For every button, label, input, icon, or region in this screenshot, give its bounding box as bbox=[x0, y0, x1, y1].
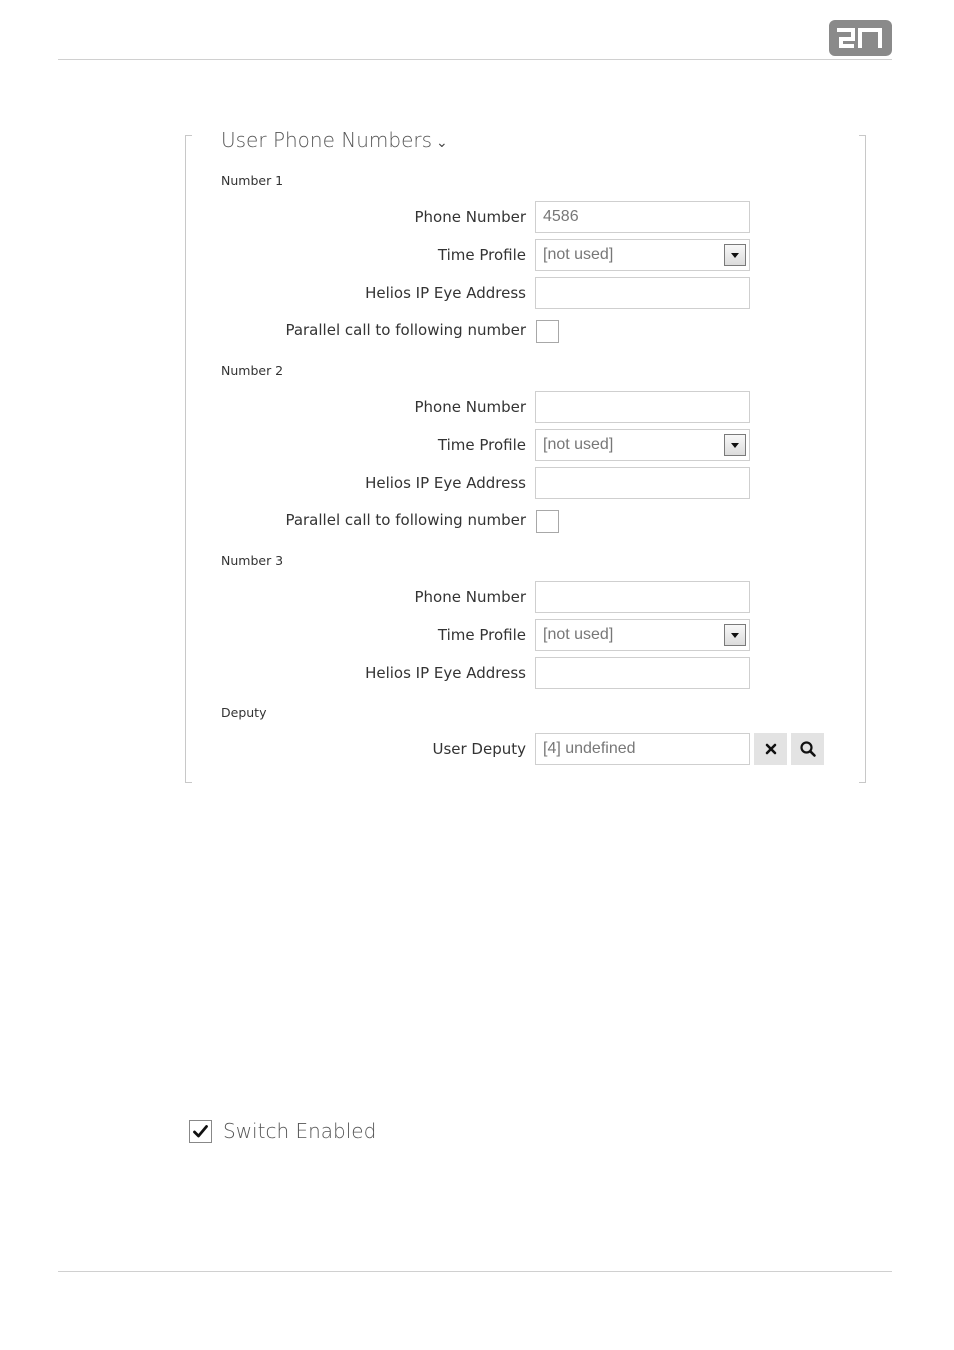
number-2-phone-input[interactable] bbox=[535, 391, 750, 423]
number-1-phone-label: Phone Number bbox=[414, 208, 526, 226]
brand-logo bbox=[829, 20, 892, 56]
header-divider bbox=[58, 59, 892, 60]
chevron-down-icon[interactable]: ⌄ bbox=[436, 135, 448, 151]
number-2-time-profile-select[interactable] bbox=[535, 429, 750, 461]
number-3-heading: Number 3 bbox=[221, 553, 284, 568]
number-1-heading: Number 1 bbox=[221, 173, 284, 188]
number-2-helios-label: Helios IP Eye Address bbox=[365, 474, 526, 492]
number-3-helios-input[interactable] bbox=[535, 657, 750, 689]
number-2-parallel-label: Parallel call to following number bbox=[285, 511, 526, 529]
number-2-time-profile-label: Time Profile bbox=[437, 436, 526, 454]
number-3-phone-label: Phone Number bbox=[414, 588, 526, 606]
number-3-time-profile-select[interactable] bbox=[535, 619, 750, 651]
number-1-phone-input[interactable] bbox=[535, 201, 750, 233]
number-1-time-profile-value: [not used] bbox=[543, 246, 614, 263]
number-1-helios-label: Helios IP Eye Address bbox=[365, 284, 526, 302]
number-3-phone-input[interactable] bbox=[535, 581, 750, 613]
clear-deputy-button[interactable] bbox=[754, 733, 787, 765]
user-deputy-label: User Deputy bbox=[432, 740, 526, 758]
number-2-parallel-checkbox[interactable] bbox=[536, 510, 559, 533]
switch-enabled-label: Switch Enabled bbox=[223, 1119, 377, 1143]
number-2-heading: Number 2 bbox=[221, 363, 284, 378]
number-1-parallel-label: Parallel call to following number bbox=[285, 321, 526, 339]
close-icon bbox=[764, 742, 778, 756]
checkmark-icon bbox=[190, 1121, 211, 1142]
search-deputy-button[interactable] bbox=[791, 733, 824, 765]
section-frame bbox=[185, 135, 866, 783]
dropdown-arrow-icon[interactable] bbox=[724, 624, 746, 646]
number-1-parallel-checkbox[interactable] bbox=[536, 320, 559, 343]
number-2-phone-label: Phone Number bbox=[414, 398, 526, 416]
dropdown-arrow-icon[interactable] bbox=[724, 434, 746, 456]
footer-divider bbox=[58, 1271, 892, 1272]
section-title[interactable] bbox=[221, 126, 448, 157]
number-2-time-profile-value: [not used] bbox=[543, 436, 614, 453]
user-deputy-input[interactable] bbox=[535, 733, 750, 765]
switch-enabled-checkbox[interactable] bbox=[189, 1120, 212, 1143]
number-1-helios-input[interactable] bbox=[535, 277, 750, 309]
number-1-time-profile-label: Time Profile bbox=[437, 246, 526, 264]
number-1-time-profile-select[interactable] bbox=[535, 239, 750, 271]
dropdown-arrow-icon[interactable] bbox=[724, 244, 746, 266]
section-title-text: User Phone Numbers bbox=[221, 128, 433, 152]
number-3-time-profile-value: [not used] bbox=[543, 626, 614, 643]
search-icon bbox=[799, 740, 817, 758]
deputy-heading: Deputy bbox=[221, 705, 267, 720]
number-3-helios-label: Helios IP Eye Address bbox=[365, 664, 526, 682]
number-3-time-profile-label: Time Profile bbox=[437, 626, 526, 644]
logo-2n-icon bbox=[829, 20, 892, 56]
number-2-helios-input[interactable] bbox=[535, 467, 750, 499]
